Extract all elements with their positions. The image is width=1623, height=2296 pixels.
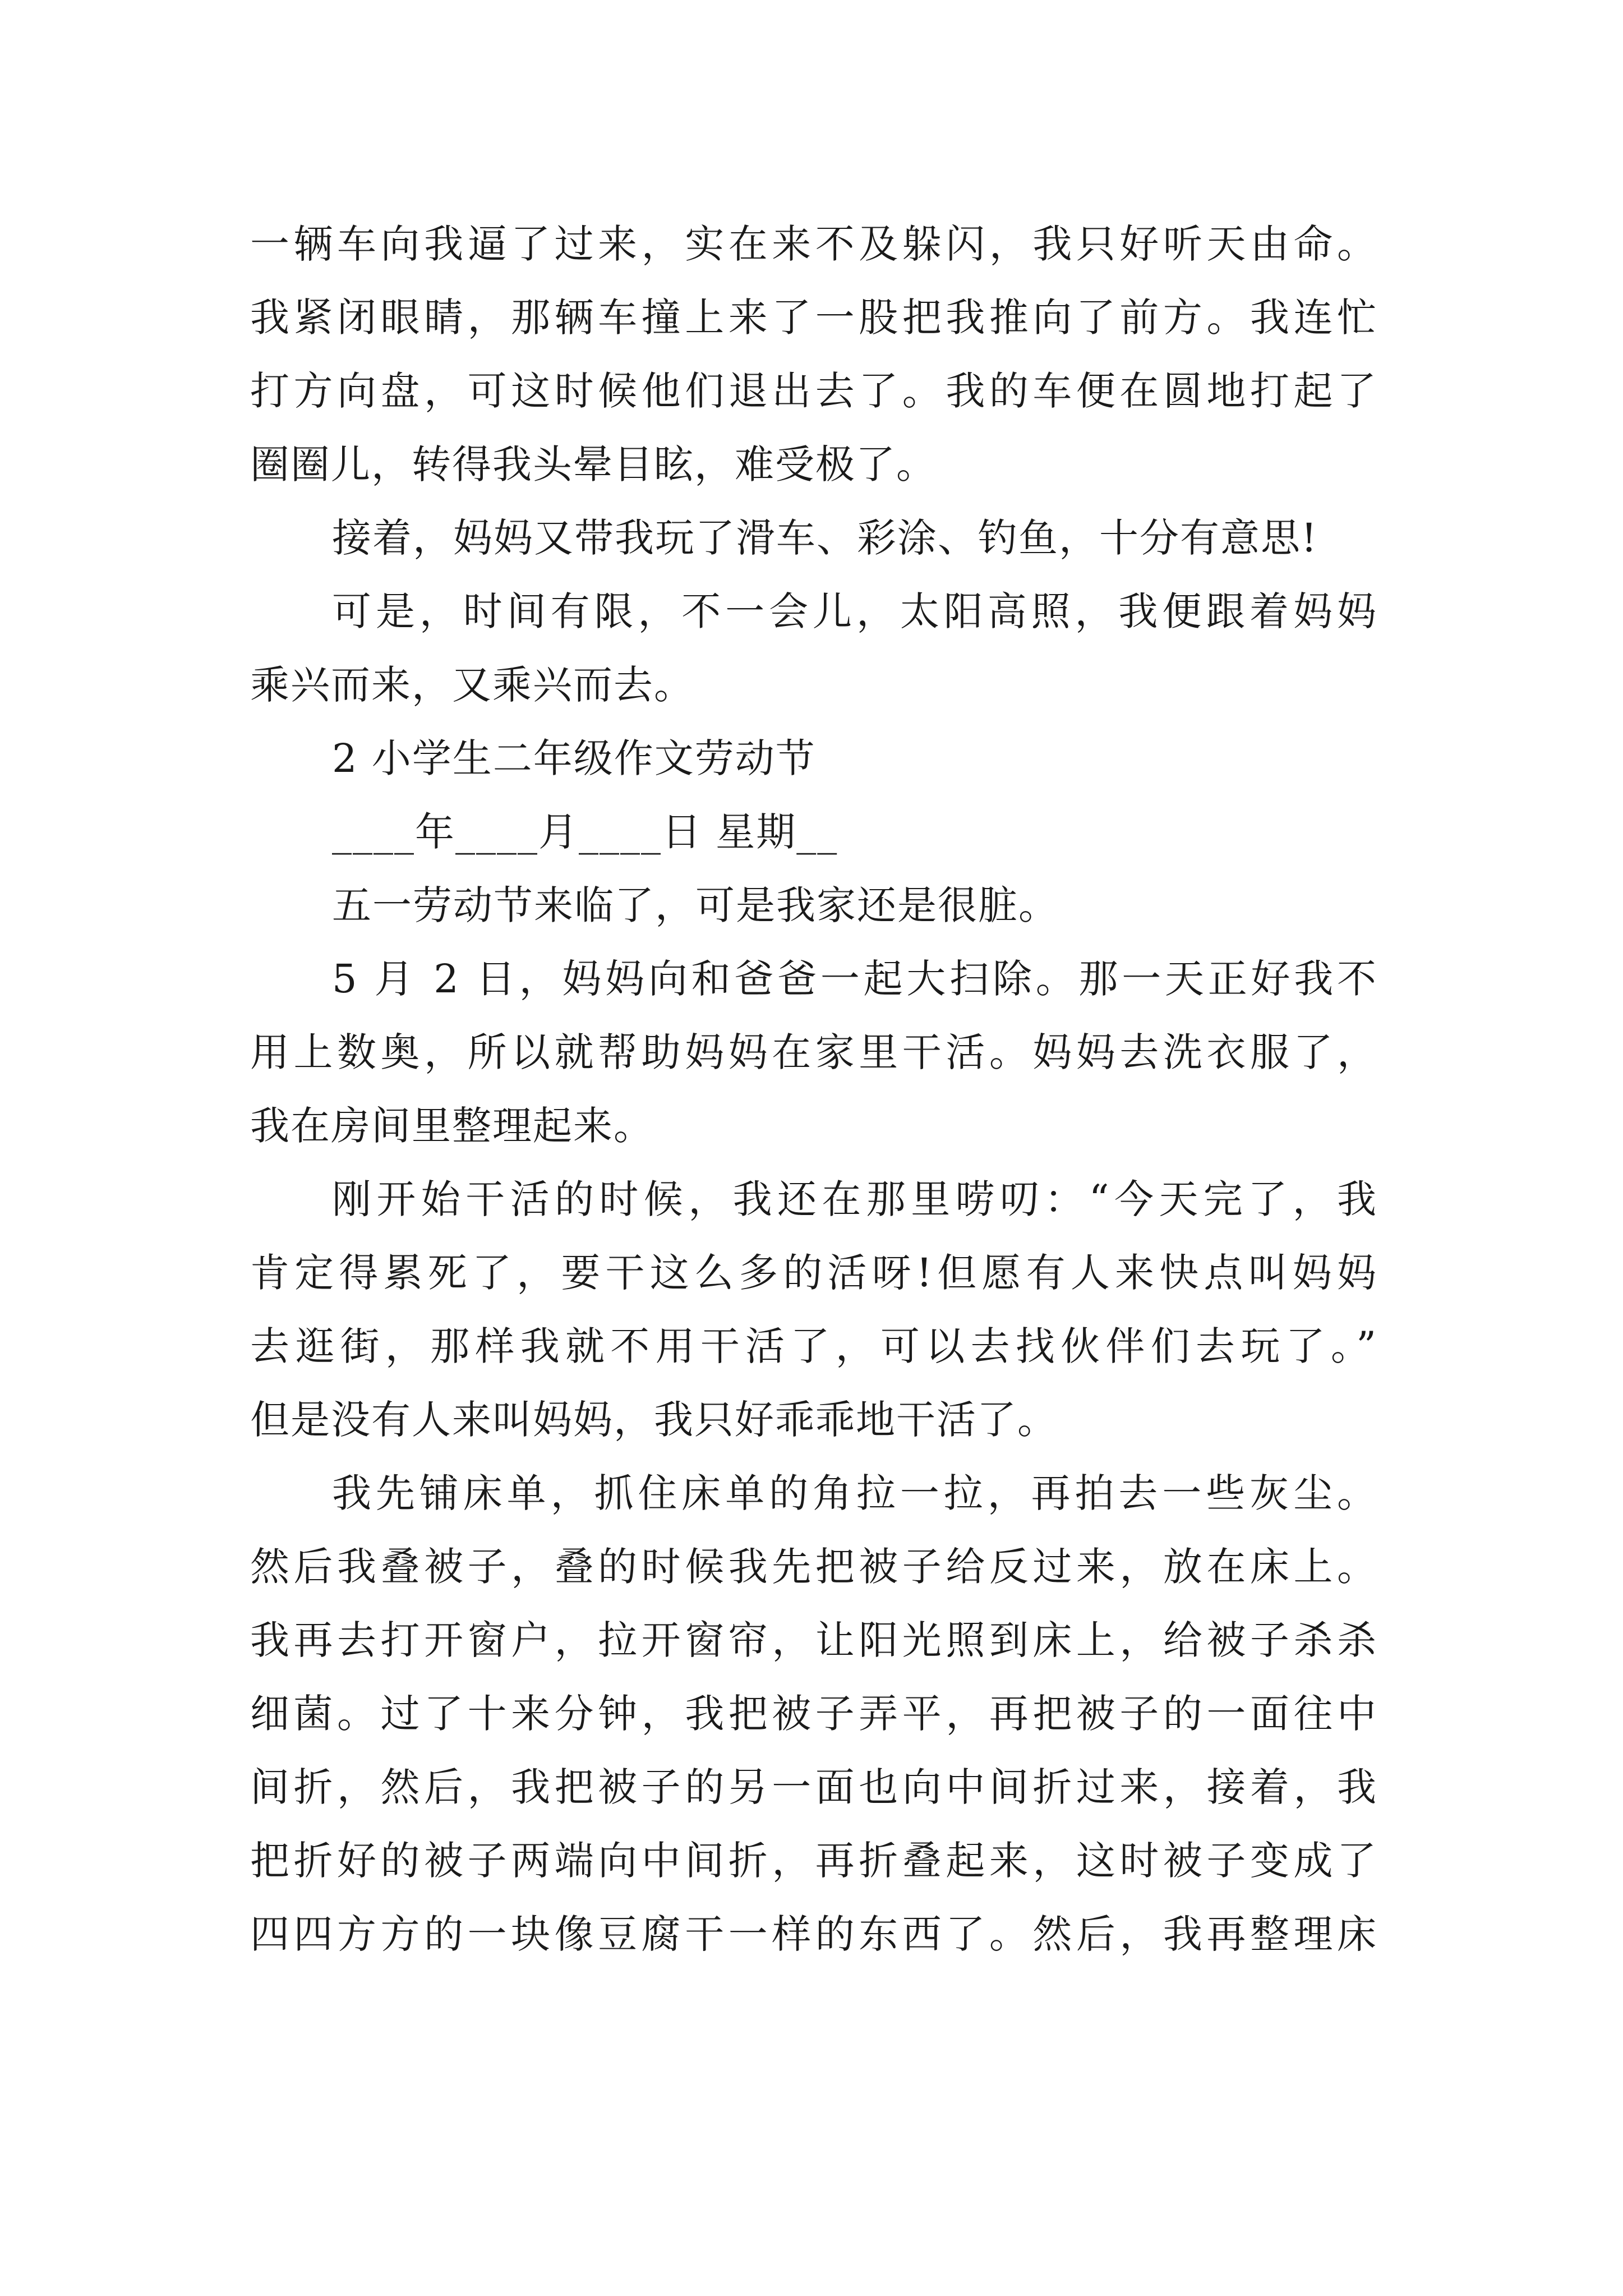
text-line: 5 月 2 日，妈妈向和爸爸一起大扫除。那一天正好我不 bbox=[332, 956, 1377, 1002]
text-line: 但是没有人来叫妈妈，我只好乖乖地干活了。 bbox=[250, 1397, 1058, 1443]
text-line: 我在房间里整理起来。 bbox=[250, 1103, 654, 1149]
text-line: 一辆车向我逼了过来，实在来不及躲闪，我只好听天由命。 bbox=[250, 221, 1377, 267]
text-line: 五一劳动节来临了，可是我家还是很脏。 bbox=[332, 882, 1059, 928]
text-line: 四四方方的一块像豆腐干一样的东西了。然后，我再整理床 bbox=[250, 1911, 1377, 1957]
text-line: 用上数奥，所以就帮助妈妈在家里干活。妈妈去洗衣服了， bbox=[250, 1029, 1377, 1075]
text-line: 去逛街，那样我就不用干活了，可以去找伙伴们去玩了。” bbox=[250, 1323, 1377, 1369]
text-line: 把折好的被子两端向中间折，再折叠起来，这时被子变成了 bbox=[250, 1838, 1377, 1884]
text-line: 可是，时间有限，不一会儿，太阳高照，我便跟着妈妈 bbox=[332, 588, 1377, 634]
text-line: 刚开始干活的时候，我还在那里唠叨：“今天完了，我 bbox=[332, 1176, 1377, 1222]
text-line: 圈圈儿，转得我头晕目眩，难受极了。 bbox=[250, 441, 937, 487]
text-line: 然后我叠被子，叠的时候我先把被子给反过来，放在床上。 bbox=[250, 1544, 1377, 1590]
text-line: 我再去打开窗户，拉开窗帘，让阳光照到床上，给被子杀杀 bbox=[250, 1617, 1377, 1663]
text-line: 我紧闭眼睛，那辆车撞上来了一股把我推向了前方。我连忙 bbox=[250, 295, 1377, 341]
section-heading: 2 小学生二年级作文劳动节 bbox=[332, 735, 816, 781]
date-line: ____年____月____日 星期__ bbox=[332, 809, 838, 855]
text-line: 间折，然后，我把被子的另一面也向中间折过来，接着，我 bbox=[250, 1764, 1377, 1810]
document-body bbox=[250, 208, 1377, 1971]
text-line: 打方向盘，可这时候他们退出去了。我的车便在圆地打起了 bbox=[250, 368, 1377, 414]
text-line: 我先铺床单，抓住床单的角拉一拉，再拍去一些灰尘。 bbox=[332, 1470, 1377, 1516]
text-line: 细菌。过了十来分钟，我把被子弄平，再把被子的一面往中 bbox=[250, 1691, 1377, 1737]
text-line: 肯定得累死了，要干这么多的活呀!但愿有人来快点叫妈妈 bbox=[250, 1250, 1377, 1296]
text-line: 接着，妈妈又带我玩了滑车、彩涂、钓鱼，十分有意思! bbox=[332, 515, 1318, 561]
text-line: 乘兴而来，又乘兴而去。 bbox=[250, 662, 694, 708]
